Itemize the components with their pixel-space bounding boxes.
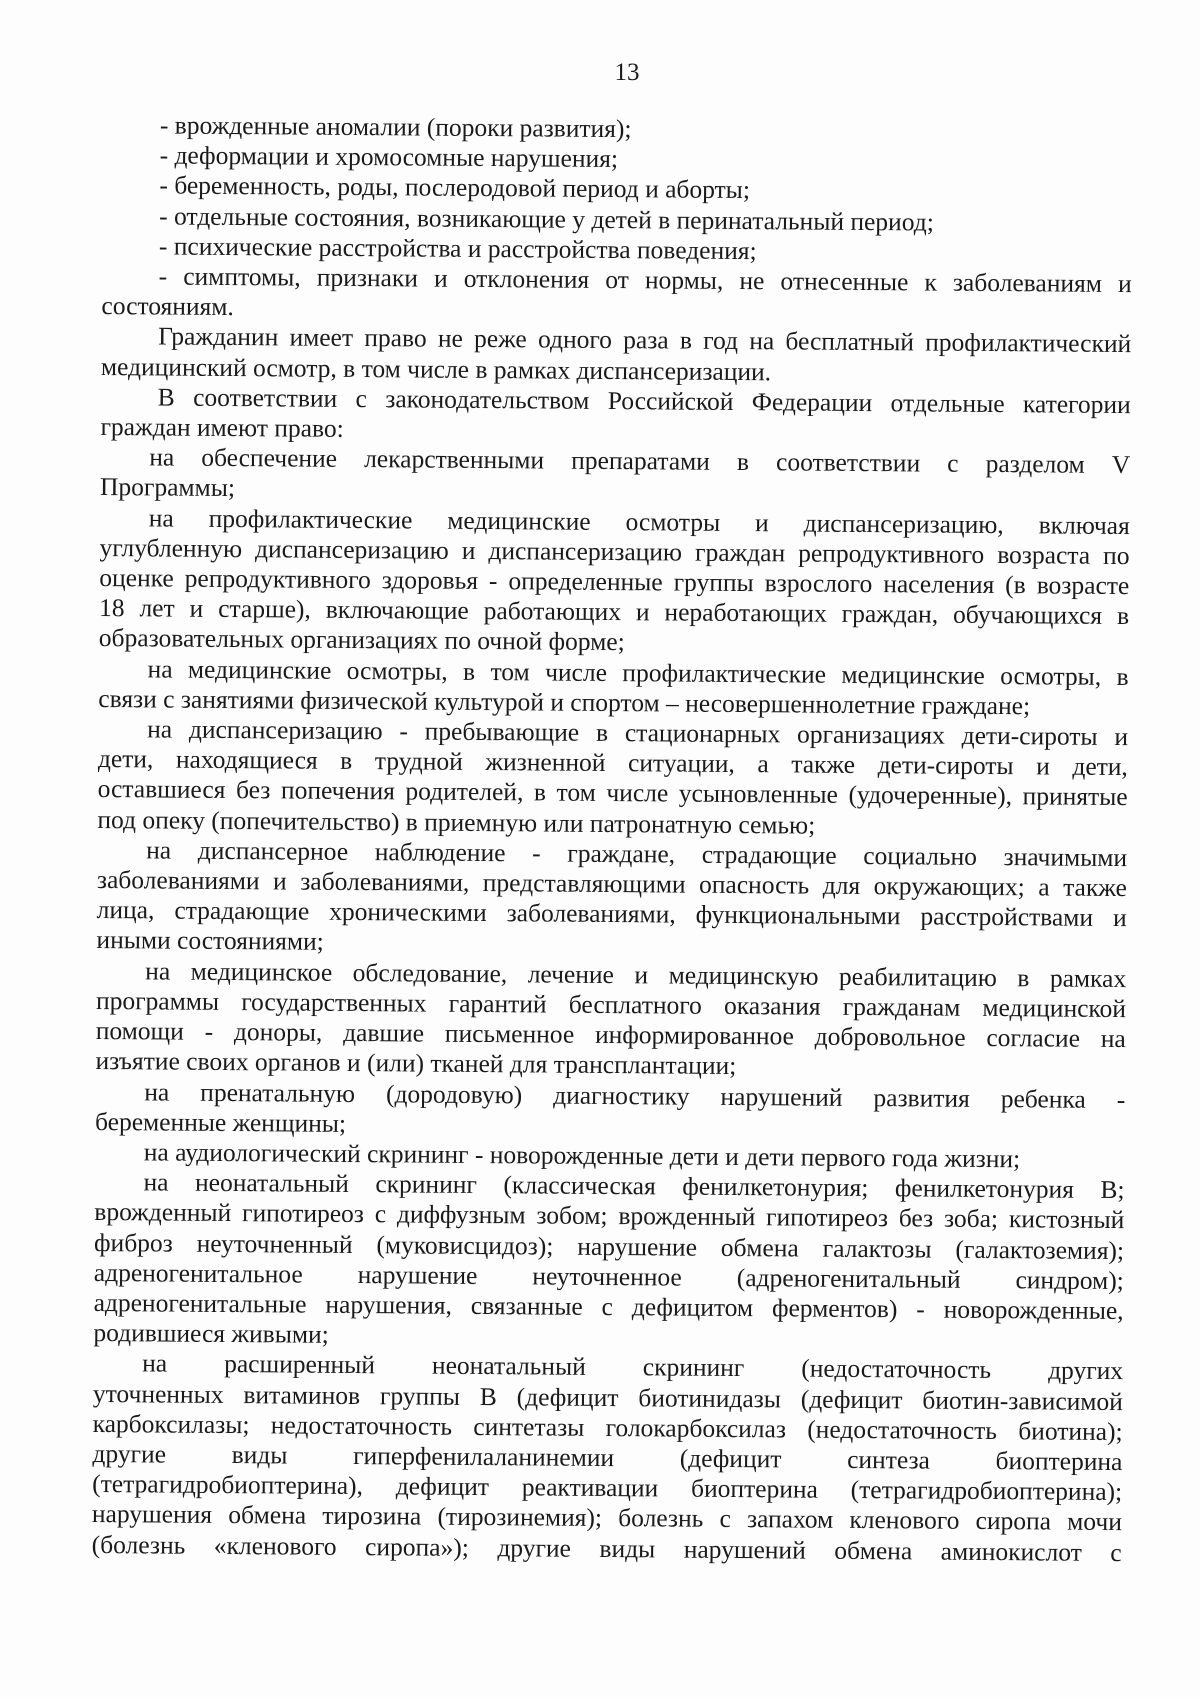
text-line: программы государственных гарантий бесплатного оказания гражданам медицинской: [95, 985, 1127, 1023]
text-line: адреногенитальные нарушения, связанные с дефицитом ферментов) - новорожденные,: [93, 1287, 1124, 1325]
text-line: оставшиеся без попечения родителей, в том числе усыновленные (удочеренные), принятые: [97, 774, 1128, 812]
text-line: заболеваниями и заболеваниями, представляющими опасность для окружающих; а также: [96, 865, 1128, 903]
text-line: 18 лет и старше), включающие работающих и неработающих граждан, обучающихся в: [98, 593, 1130, 631]
text-line: изъятие своих органов и (или) тканей для трансплантации;: [95, 1046, 737, 1081]
text-line: лица, страдающие хроническими заболеваниями, функциональными расстройствами и: [96, 895, 1127, 933]
text-line: другие виды гиперфенилаланинемии (дефицит синтеза биоптерина: [92, 1438, 1123, 1476]
text-line: нарушения обмена тирозина (тирозинемия); болезнь с запахом кленового сиропа мочи: [91, 1499, 1123, 1537]
text-line: на обеспечение лекарственными препаратами в соответствии с разделом V: [149, 442, 1131, 480]
text-line: - беременность, роды, послеродовой период и аборты;: [159, 170, 751, 205]
text-line: под опеку (попечительство) в приемную или патронатную семью;: [97, 804, 816, 840]
text-line: В соответствии с законодательством Российской Федерации отдельные категории: [157, 382, 1131, 419]
text-line: на медицинское обследование, лечение и медицинскую реабилитацию в рамках: [145, 956, 1127, 993]
text-line: образовательных организациях по очной форме;: [98, 623, 625, 657]
text-line: дети, находящиеся в трудной жизненной ситуации, а также дети-сироты и дети,: [97, 744, 1128, 782]
text-line: граждан имеют право:: [100, 412, 344, 443]
text-line: - деформации и хромосомные нарушения;: [159, 140, 619, 174]
text-line: углубленную диспансеризацию и диспансеризацию граждан репродуктивного возраста по: [99, 532, 1130, 570]
text-line: иными состояниями;: [96, 925, 324, 957]
text-line: на диспансеризацию - пребывающие в стационарных организациях дети-сироты и: [147, 714, 1129, 752]
text-line: врожденный гипотиреоз с диффузным зобом; врожденный гипотиреоз без зоба; кистозный: [94, 1197, 1125, 1235]
text-line: - психические расстройства и расстройства поведения;: [158, 231, 757, 265]
text-line: (тетрагидробиоптерина), дефицит реактивации биоптерина (тетрагидробиоптерина);: [92, 1469, 1123, 1507]
text-line: Гражданин имеет право не реже одного раза в год на бесплатный профилактический: [158, 321, 1132, 359]
text-line: на диспансерное наблюдение - граждане, страдающие социально значимыми: [146, 835, 1128, 872]
text-line: на пренатальную (дородовую) диагностику нарушений развития ребенка -: [144, 1076, 1126, 1114]
text-line: на расширенный неонатальный скрининг (недостаточность других: [142, 1348, 1124, 1386]
text-line: родившиеся живыми;: [93, 1318, 329, 1349]
text-line: Программы;: [99, 472, 236, 503]
text-line: беременные женщины;: [94, 1106, 347, 1138]
text-line: на неонатальный скрининг (классическая фенилкетонурия; фенилкетонурия В;: [143, 1167, 1125, 1205]
text-line: связи с занятиями физической культурой и спортом – несовершеннолетние граждане;: [98, 683, 1031, 721]
text-line: на аудиологический скрининг - новорожденные дети и дети первого года жизни;: [143, 1137, 1021, 1174]
text-line: адреногенитальное нарушение неуточненное (адреногенитальный синдром);: [93, 1257, 1124, 1295]
text-line: - отдельные состояния, возникающие у детей в перинатальный период;: [159, 201, 934, 237]
text-line: на медицинские осмотры, в том числе профилактические медицинские осмотры, в: [147, 654, 1129, 691]
text-line: - врожденные аномалии (пороки развития);: [159, 110, 632, 144]
text-line: (болезнь «кленового сиропа»); другие виды нарушений обмена аминокислот с: [91, 1529, 1122, 1567]
text-line: состояниям.: [101, 291, 234, 322]
text-line: оценке репродуктивного здоровья - определенные группы взрослого населения (в возрасте: [99, 563, 1130, 601]
text-line: - симптомы, признаки и отклонения от нормы, не отнесенные к заболеваниям и: [158, 261, 1132, 299]
text-line: фиброз неуточненный (муковисцидоз); нарушение обмена галактозы (галактоземия);: [93, 1227, 1125, 1265]
page-number: 13: [614, 59, 640, 86]
text-line: карбоксилазы; недостаточность синтетазы голокарбоксилаз (недостаточность биотина);: [92, 1408, 1123, 1446]
text-line: уточненных витаминов группы В (дефицит биотинидазы (дефицит биотин-зависимой: [92, 1378, 1124, 1416]
text-line: помощи - доноры, давшие письменное информированное добровольное согласие на: [95, 1016, 1126, 1054]
text-line: на профилактические медицинские осмотры и диспансеризацию, включая: [148, 503, 1130, 540]
text-line: медицинский осмотр, в том числе в рамках диспансеризации.: [100, 351, 772, 386]
document-body: [92, 110, 1133, 1568]
